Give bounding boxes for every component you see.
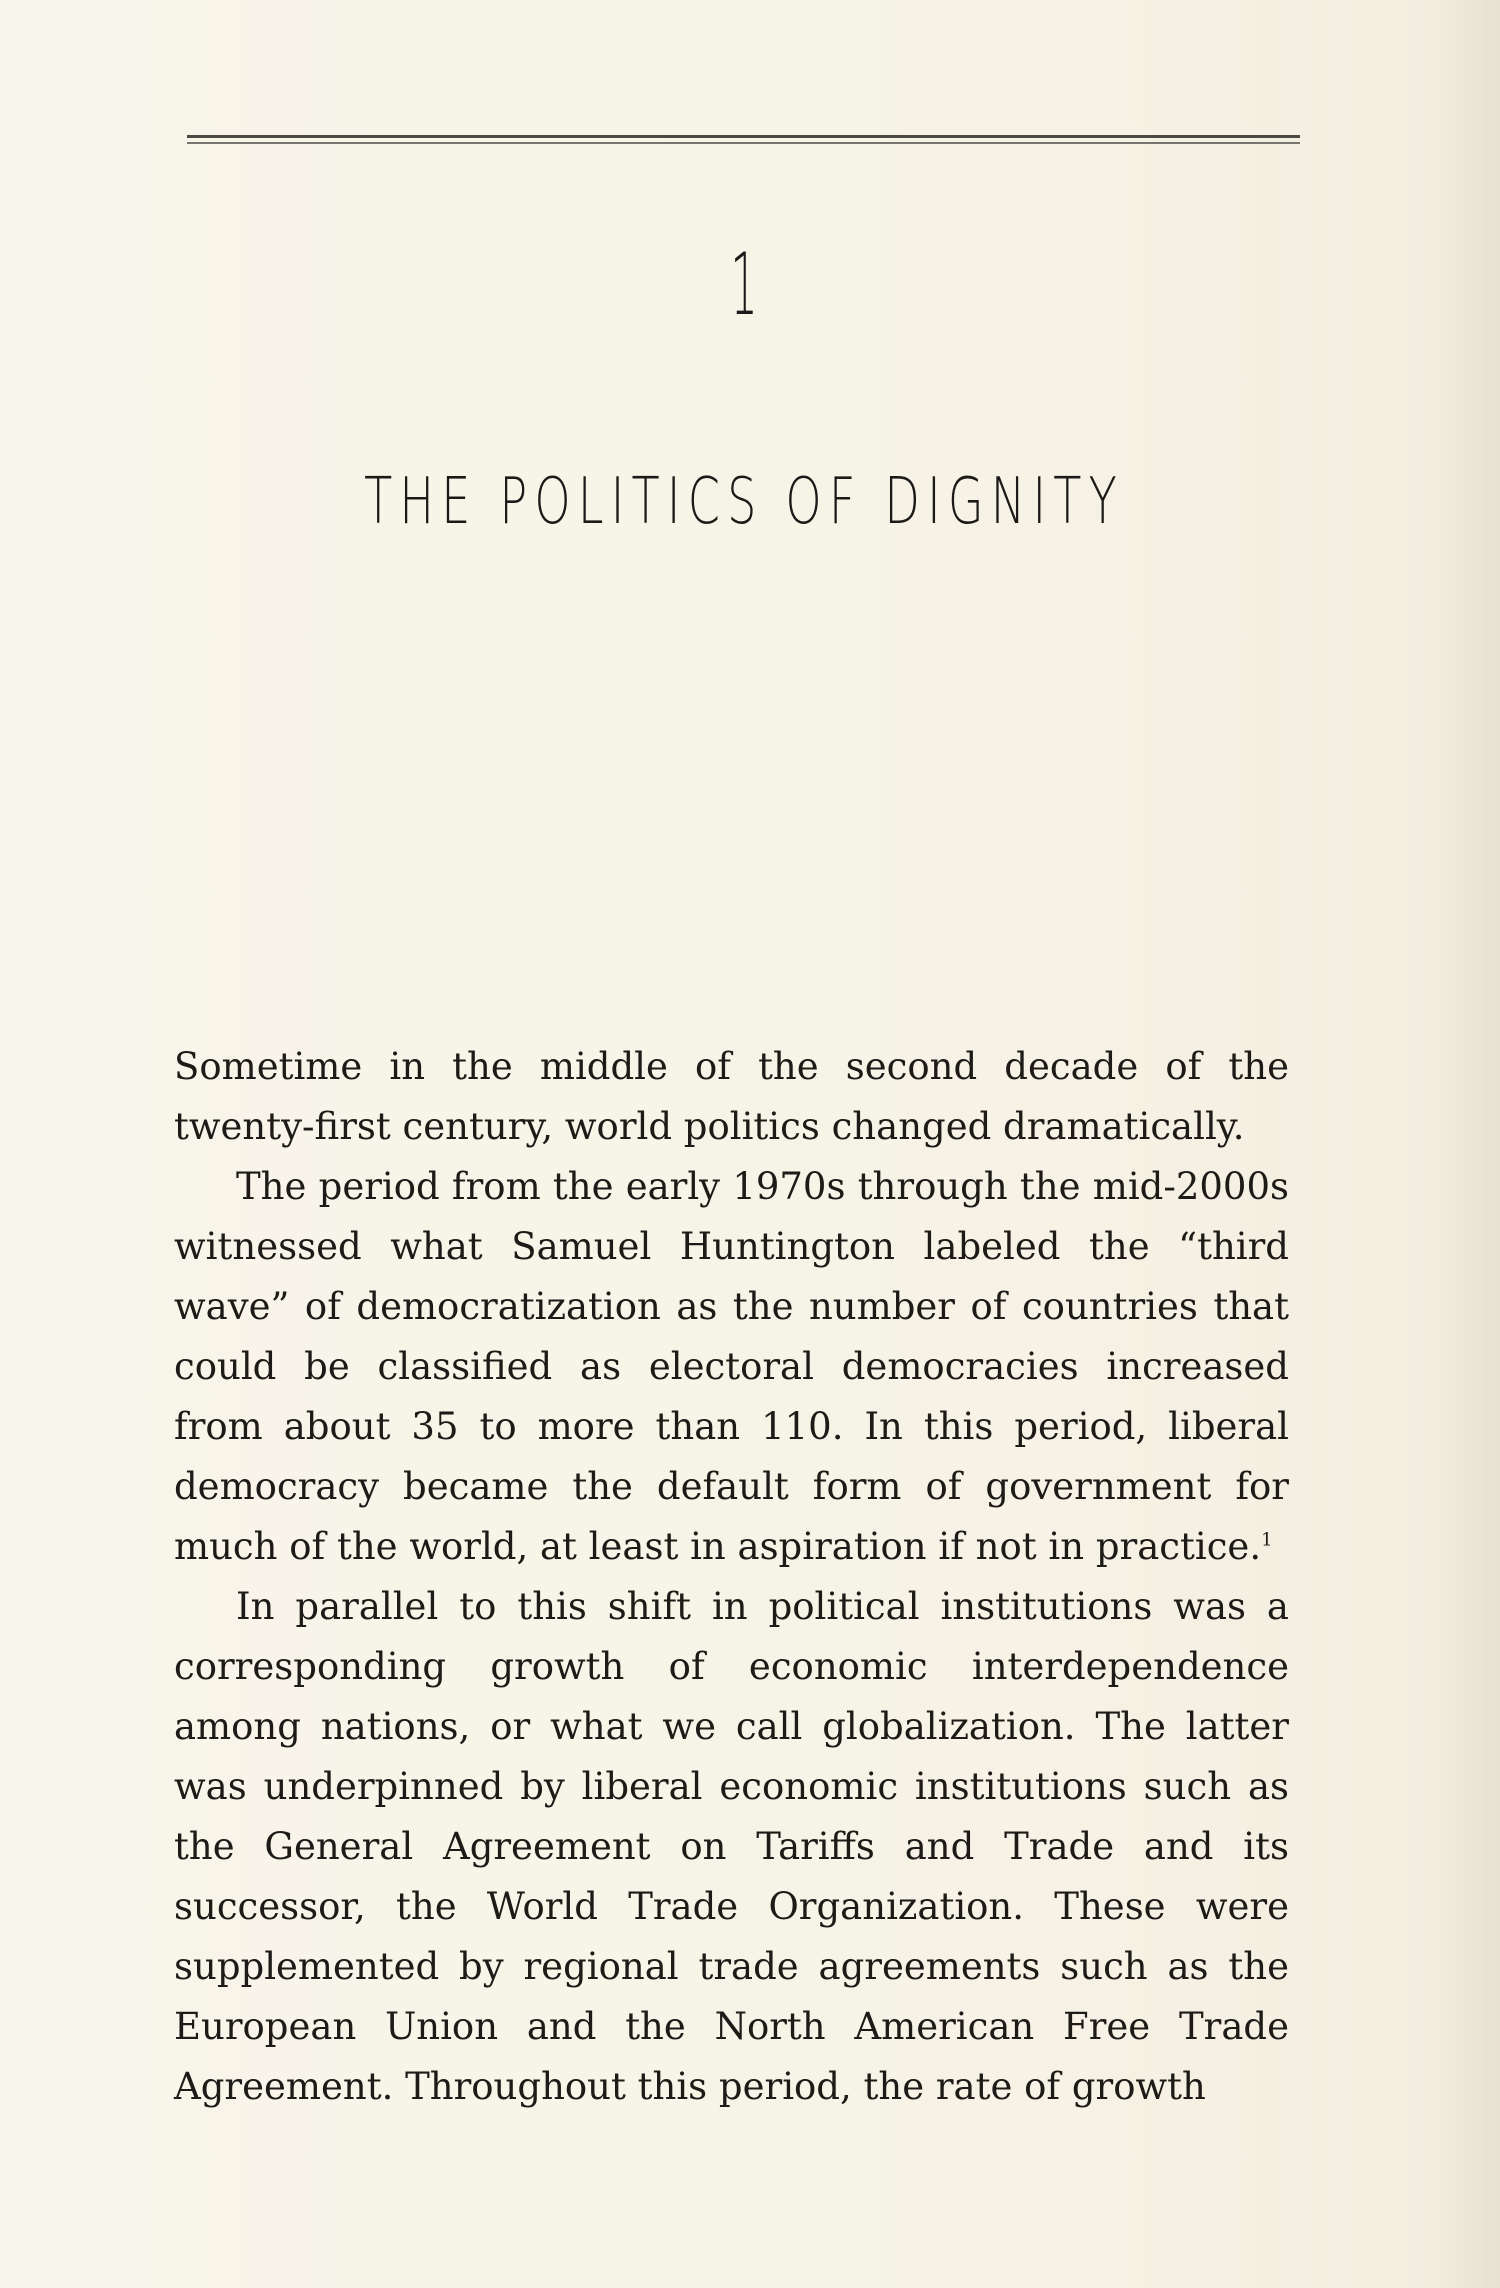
body-text bbox=[174, 1037, 1289, 2117]
paragraph-1-text: Sometime in the middle of the second decade of the twenty-first century, world politics changed dramatically. bbox=[174, 1045, 1289, 1148]
chapter-number: 1 bbox=[730, 235, 758, 335]
footnote-reference[interactable]: 1 bbox=[1261, 1529, 1273, 1551]
paragraph-2-text: The period from the early 1970s through the mid-2000s witnessed what Samuel Huntington labeled the “third wave” of democratization as the number of countries that could be classified as electoral democracies increased from about 35 to more than 110. In this period, liberal democracy became the default form of government for much of the world, at least in aspiration if not in practice. bbox=[174, 1165, 1289, 1568]
paragraph-2 bbox=[174, 1157, 1289, 1577]
paragraph-3 bbox=[174, 1577, 1289, 2117]
chapter-title: THE POLITICS OF DIGNITY bbox=[364, 465, 1124, 539]
header-rule bbox=[187, 135, 1300, 144]
paragraph-1 bbox=[174, 1037, 1289, 1157]
paragraph-3-text: In parallel to this shift in political institutions was a corresponding growth of economic interdependence among nations, or what we call globalization. The latter was underpinned by liberal economic institutions such as the General Agreement on Tariffs and Trade and its successor, the World Trade Organization. These were supplemented by regional trade agreements such as the European Union and the North American Free Trade Agreement. Throughout this period, the rate of growth bbox=[174, 1585, 1289, 2108]
